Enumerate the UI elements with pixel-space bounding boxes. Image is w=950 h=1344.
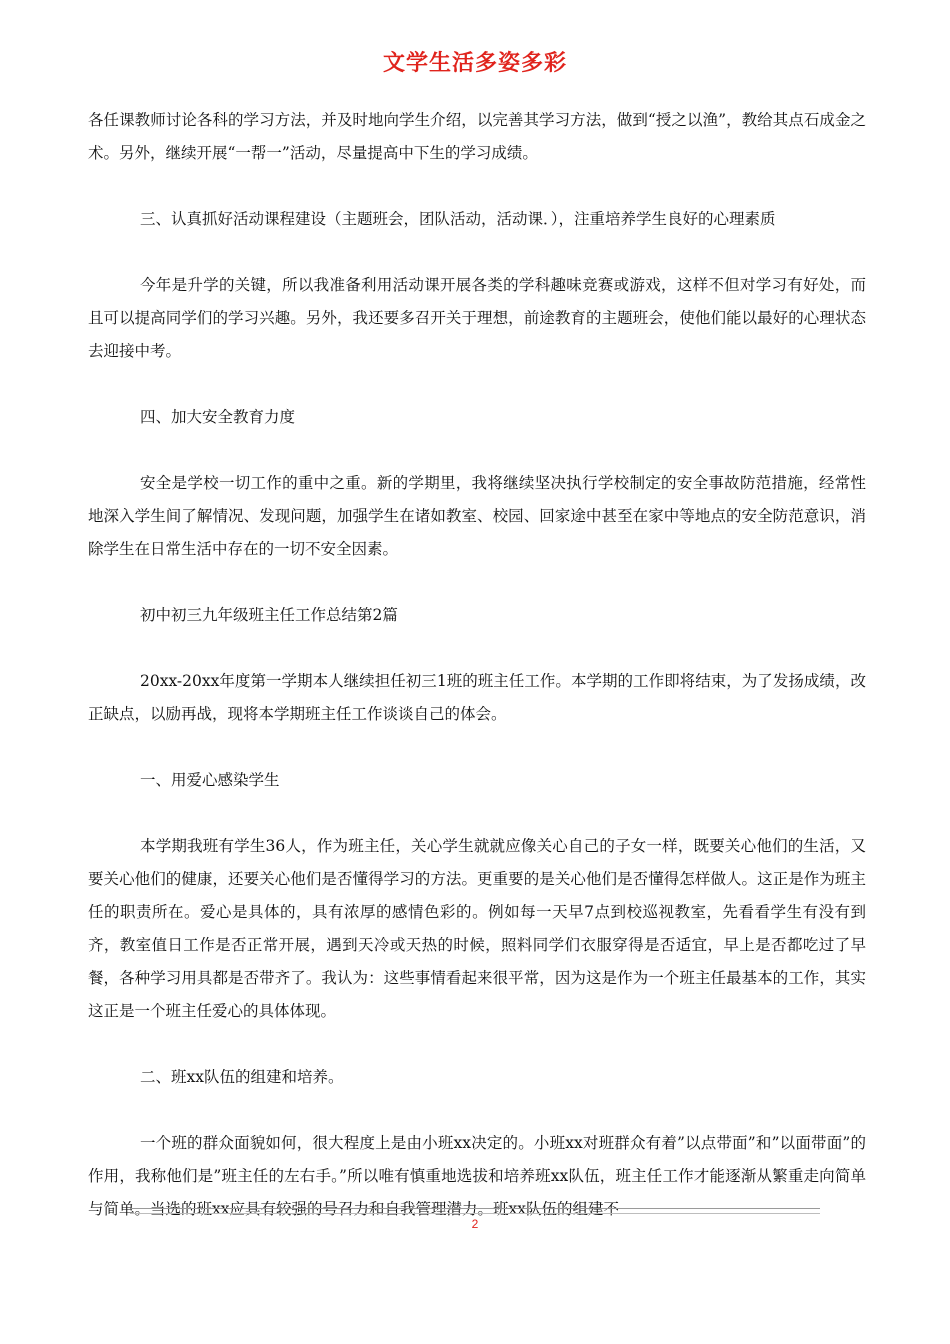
heading-activity-course: 三、认真抓好活动课程建设（主题班会，团队活动，活动课．），注重培养学生良好的心理素质 xyxy=(140,210,776,228)
paragraph-safety-education: 安全是学校一切工作的重中之重。新的学期里，我将继续坚决执行学校制定的安全事故防范措施，经常性地深入学生间了解情况、发现问题，加强学生在诸如教室、校园、回家途中甚至在家中等地点的安全防范意识，消除学生在日常生活中存在的一切不安全因素。 xyxy=(88,474,866,558)
page-number: 2 xyxy=(471,1217,479,1231)
paragraph-semester-intro: 20xx-20xx年度第一学期本人继续担任初三1班的班主任工作。本学期的工作即将结束，为了发扬成绩，改正缺点，以励再战，现将本学期班主任工作谈谈自己的体会。 xyxy=(88,672,866,723)
paragraph-love-students: 本学期我班有学生36人，作为班主任，关心学生就就应像关心自己的子女一样，既要关心他们的生活，又要关心他们的健康，还要关心他们是否懂得学习的方法。更重要的是关心他们是否懂得怎样做人。这正是作为班主任的职责所在。爱心是具体的，具有浓厚的感情色彩的。例如每一天早7点到校巡视教室，先看看学生有没有到齐，教室值日工作是否正常开展，遇到天冷或天热的时候，照料同学们衣服穿得是否适宜，早上是否都吃过了早餐，各种学习用具都是否带齐了。我认为：这些事情看起来很平常，因为这是作为一个班主任最基本的工作，其实这正是一个班主任爱心的具体体现。 xyxy=(88,837,866,1020)
heading-love-students: 一、用爱心感染学生 xyxy=(140,771,280,789)
section-title-part-2: 初中初三九年级班主任工作总结第2篇 xyxy=(140,606,398,624)
document-body xyxy=(88,104,866,1226)
paragraph-activity-course: 今年是升学的关键，所以我准备利用活动课开展各类的学科趣味竞赛或游戏，这样不但对学习有好处，而且可以提高同学们的学习兴趣。另外，我还要多召开关于理想，前途教育的主题班会，使他们能以最好的心理状态去迎接中考。 xyxy=(88,276,866,360)
paragraph-method-exchange: 各任课教师讨论各科的学习方法，并及时地向学生介绍，以完善其学习方法，做到“授之以渔”，教给其点石成金之术。另外，继续开展“一帮一”活动，尽量提高中下生的学习成绩。 xyxy=(88,111,866,162)
page-header-title: 文学生活多姿多彩 xyxy=(382,50,567,76)
footer-divider xyxy=(130,1208,820,1214)
heading-safety-education: 四、加大安全教育力度 xyxy=(140,408,296,426)
paragraph-class-cadres: 一个班的群众面貌如何，很大程度上是由小班xx决定的。小班xx对班群众有着”以点带面”和”以面带面”的作用，我称他们是”班主任的左右手。”所以唯有慎重地选拔和培养班xx队伍，班主任工作才能逐渐从繁重走向简单与简单。当选的班xx应具有较强的号召力和自我管理潜力。班xx队伍的组建不 xyxy=(88,1134,866,1218)
heading-class-cadres: 二、班xx队伍的组建和培养。 xyxy=(140,1068,344,1086)
